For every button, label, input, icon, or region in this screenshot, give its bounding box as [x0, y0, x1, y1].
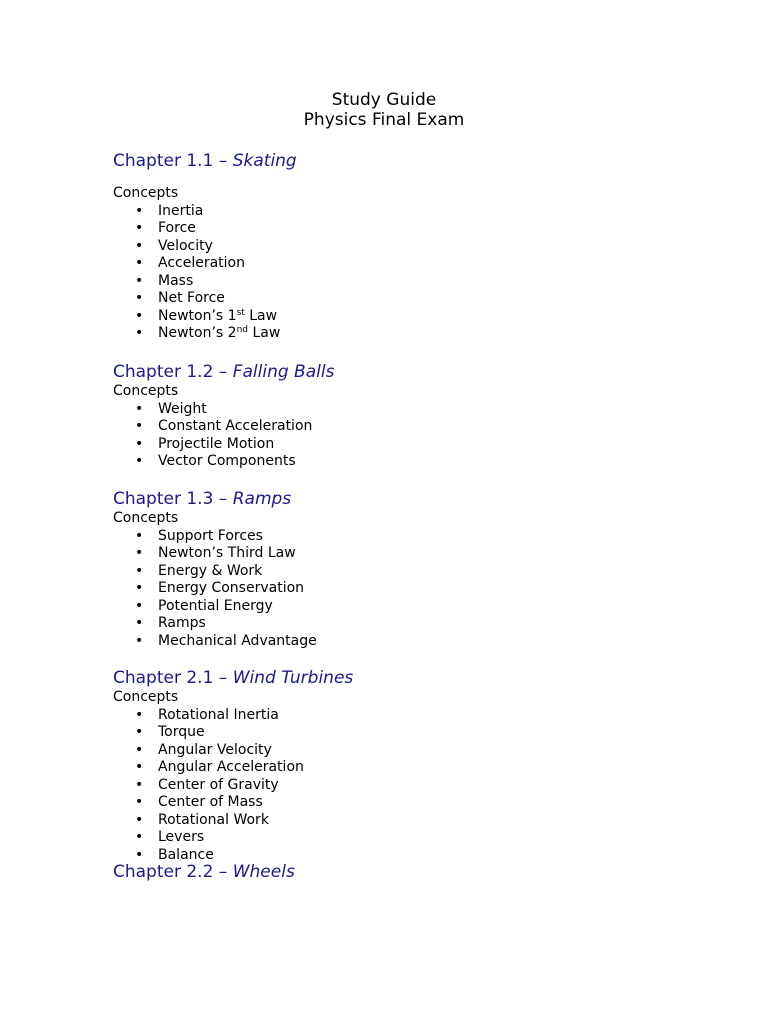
- concept-text: Center of Mass: [158, 794, 263, 810]
- bullet-icon: •: [135, 220, 144, 236]
- bullet-icon: •: [135, 724, 144, 740]
- bullet-icon: •: [135, 307, 144, 324]
- bullet-icon: •: [135, 811, 144, 828]
- bullet-icon: •: [135, 237, 144, 254]
- concept-text: Support Forces: [158, 527, 263, 544]
- concept-item: [113, 742, 713, 760]
- chapter-dash: –: [213, 489, 233, 509]
- chapter-section-1-2: [113, 361, 713, 471]
- concept-item: [113, 707, 713, 725]
- concept-item: [113, 563, 713, 581]
- concept-item: [113, 308, 713, 326]
- concept-text: Angular Acceleration: [158, 759, 304, 775]
- chapter-topic: Wind Turbines: [232, 668, 354, 688]
- title-line-2: Physics Final Exam: [303, 110, 465, 130]
- bullet-icon: •: [135, 597, 144, 614]
- concept-text: Acceleration: [158, 255, 245, 271]
- bullet-icon: •: [135, 202, 144, 219]
- bullet-icon: •: [135, 453, 144, 469]
- chapter-topic: Ramps: [232, 489, 292, 509]
- bullet-icon: •: [135, 706, 144, 723]
- bullet-icon: •: [135, 829, 144, 845]
- concept-text: Rotational Work: [158, 811, 269, 828]
- bullet-icon: •: [135, 741, 144, 758]
- bullet-icon: •: [135, 615, 144, 631]
- concept-item: [113, 759, 713, 777]
- concept-text: Energy & Work: [158, 562, 263, 579]
- chapter-section-2-1: [113, 667, 713, 864]
- chapter-heading: [113, 861, 713, 883]
- concept-ordinal-suffix: st: [236, 307, 245, 318]
- concept-text: Vector Components: [158, 453, 296, 469]
- concept-text: Mechanical Advantage: [158, 632, 317, 649]
- chapter-heading: [113, 667, 713, 689]
- concept-text: Angular Velocity: [158, 741, 272, 758]
- concept-item: [113, 220, 713, 238]
- chapter-number: Chapter 2.1: [113, 668, 214, 688]
- concept-text: Potential Energy: [158, 597, 273, 614]
- concept-text: Center of Gravity: [158, 776, 279, 793]
- concept-item: [113, 290, 713, 308]
- concepts-label: Concepts: [113, 383, 179, 399]
- chapter-number: Chapter 1.3: [113, 489, 214, 509]
- concept-text: Ramps: [158, 615, 206, 631]
- concept-item: [113, 598, 713, 616]
- concept-text: Constant Acceleration: [158, 418, 313, 434]
- bullet-icon: •: [135, 418, 144, 434]
- bullet-icon: •: [135, 255, 144, 271]
- concept-item: [113, 545, 713, 563]
- chapter-dash: –: [213, 862, 233, 882]
- concept-list: [113, 401, 713, 471]
- concept-item: [113, 401, 713, 419]
- title-line-1: Study Guide: [331, 90, 437, 110]
- chapter-dash: –: [213, 362, 233, 382]
- concept-item: [113, 528, 713, 546]
- chapter-heading: [113, 150, 713, 172]
- bullet-icon: •: [135, 435, 144, 452]
- chapter-topic: Skating: [232, 151, 297, 171]
- chapter-section-1-3: [113, 488, 713, 650]
- bullet-icon: •: [135, 325, 144, 341]
- concept-item: [113, 829, 713, 847]
- concept-item: [113, 580, 713, 598]
- concept-item: [113, 238, 713, 256]
- concept-text: Newton’s 1: [158, 307, 237, 324]
- concept-text: Rotational Inertia: [158, 706, 279, 723]
- concepts-label: Concepts: [113, 185, 179, 201]
- concept-item: [113, 436, 713, 454]
- bullet-icon: •: [135, 776, 144, 793]
- concept-text: Newton’s 2: [158, 325, 237, 341]
- chapter-section-1-1: [113, 150, 713, 343]
- concept-item: [113, 812, 713, 830]
- bullet-icon: •: [135, 562, 144, 579]
- concept-list: [113, 203, 713, 343]
- concept-text: Net Force: [158, 290, 225, 306]
- concepts-label: Concepts: [113, 689, 179, 705]
- chapter-number: Chapter 2.2: [113, 862, 214, 882]
- bullet-icon: •: [135, 759, 144, 775]
- concept-item: [113, 724, 713, 742]
- concept-list: [113, 707, 713, 865]
- concept-text: Projectile Motion: [158, 435, 275, 452]
- document-title: [0, 90, 768, 130]
- concept-item: [113, 794, 713, 812]
- chapter-number: Chapter 1.1: [113, 151, 214, 171]
- concept-text: Velocity: [158, 237, 213, 254]
- concept-item: [113, 615, 713, 633]
- concept-item: [113, 203, 713, 221]
- chapter-heading: [113, 361, 713, 383]
- concept-list: [113, 528, 713, 651]
- bullet-icon: •: [135, 272, 144, 289]
- concept-text: Balance: [158, 846, 214, 863]
- concept-item: [113, 633, 713, 651]
- concept-text-suffix: Law: [244, 307, 278, 324]
- chapter-heading: [113, 488, 713, 510]
- chapter-topic: Falling Balls: [232, 362, 335, 382]
- concept-item: [113, 777, 713, 795]
- bullet-icon: •: [135, 527, 144, 544]
- bullet-icon: •: [135, 632, 144, 649]
- concept-text: Mass: [158, 272, 194, 289]
- bullet-icon: •: [135, 846, 144, 863]
- chapter-number: Chapter 1.2: [113, 362, 214, 382]
- concept-item: [113, 418, 713, 436]
- concept-text: Newton’s Third Law: [158, 545, 296, 561]
- bullet-icon: •: [135, 400, 144, 417]
- chapter-section-2-2: [113, 861, 713, 883]
- concept-item: [113, 325, 713, 343]
- concept-ordinal-suffix: nd: [236, 325, 248, 335]
- concept-text: Inertia: [158, 202, 204, 219]
- chapter-topic: Wheels: [232, 862, 295, 882]
- concept-item: [113, 273, 713, 291]
- concept-item: [113, 453, 713, 471]
- concept-text: Force: [158, 220, 196, 236]
- concept-text: Weight: [158, 400, 207, 417]
- concept-text: Torque: [158, 724, 205, 740]
- concept-text: Energy Conservation: [158, 580, 305, 596]
- concept-text: Levers: [158, 829, 205, 845]
- concepts-label: Concepts: [113, 510, 179, 526]
- bullet-icon: •: [135, 794, 144, 810]
- concept-item: [113, 255, 713, 273]
- chapter-dash: –: [213, 668, 233, 688]
- chapter-dash: –: [213, 151, 233, 171]
- bullet-icon: •: [135, 290, 144, 306]
- bullet-icon: •: [135, 580, 144, 596]
- bullet-icon: •: [135, 545, 144, 561]
- concept-text-suffix: Law: [248, 325, 281, 341]
